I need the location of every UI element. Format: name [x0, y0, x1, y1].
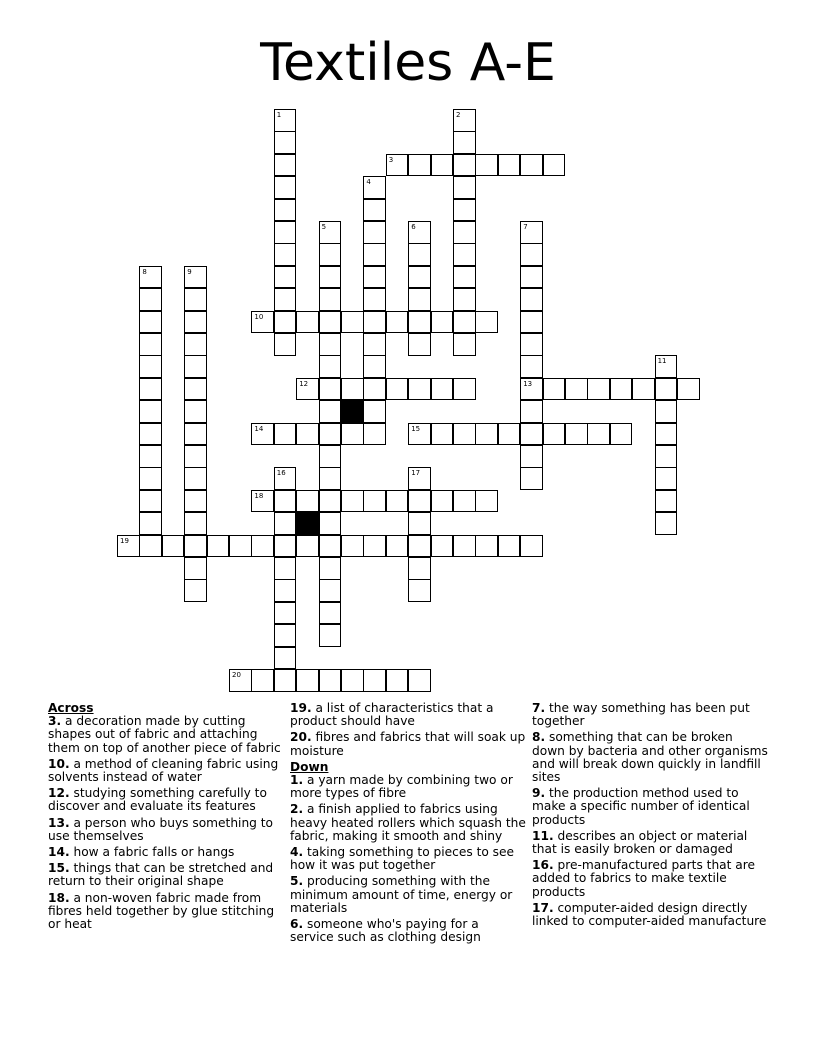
down-clue [532, 787, 768, 827]
grid-cell[interactable] [363, 400, 386, 423]
grid-cell[interactable] [655, 423, 678, 446]
down-clue [290, 803, 526, 843]
grid-cell[interactable] [274, 602, 297, 625]
grid-cell[interactable] [520, 221, 543, 244]
grid-cell[interactable] [363, 176, 386, 199]
grid-cell[interactable] [139, 400, 162, 423]
grid-cell[interactable] [543, 378, 566, 401]
clue-text: a yarn made by combining two or more types of fibre [290, 773, 513, 801]
grid-cell[interactable] [655, 490, 678, 513]
grid-cell[interactable] [408, 557, 431, 580]
grid-cell[interactable] [251, 311, 274, 334]
grid-cell[interactable] [319, 333, 342, 356]
grid-cell[interactable] [319, 624, 342, 647]
grid-cell[interactable] [274, 669, 297, 692]
grid-cell[interactable] [363, 535, 386, 558]
black-square [296, 512, 319, 535]
grid-cell[interactable] [184, 557, 207, 580]
grid-cell[interactable] [319, 579, 342, 602]
grid-cell[interactable] [274, 624, 297, 647]
grid-cell[interactable] [408, 266, 431, 289]
grid-cell[interactable] [274, 423, 297, 446]
grid-cell[interactable] [319, 535, 342, 558]
grid-cell[interactable] [139, 467, 162, 490]
grid-cell[interactable] [296, 490, 319, 513]
clue-number: 12. [48, 786, 70, 801]
grid-cell[interactable] [475, 154, 498, 177]
clue-number: 4. [290, 845, 304, 860]
grid-cell[interactable] [587, 378, 610, 401]
grid-cell[interactable] [251, 535, 274, 558]
grid-cell[interactable] [274, 490, 297, 513]
down-clue [290, 774, 526, 800]
clue-number-label: 18 [254, 491, 264, 500]
clue-text: pre-manufactured parts that are added to fabrics to make textile products [532, 858, 755, 899]
grid-cell[interactable] [274, 557, 297, 580]
grid-cell[interactable] [184, 378, 207, 401]
grid-cell[interactable] [363, 669, 386, 692]
clue-number: 20. [290, 730, 312, 745]
grid-cell[interactable] [229, 669, 252, 692]
across-clue [48, 892, 284, 932]
grid-cell[interactable] [520, 288, 543, 311]
grid-cell[interactable] [453, 199, 476, 222]
grid-cell[interactable] [274, 266, 297, 289]
grid-cell[interactable] [341, 311, 364, 334]
grid-cell[interactable] [251, 669, 274, 692]
grid-cell[interactable] [453, 333, 476, 356]
clue-number-label: 11 [657, 357, 667, 366]
grid-cell[interactable] [386, 378, 409, 401]
grid-cell[interactable] [610, 378, 633, 401]
grid-cell[interactable] [363, 378, 386, 401]
grid-cell[interactable] [386, 490, 409, 513]
grid-cell[interactable] [655, 378, 678, 401]
grid-cell[interactable] [274, 467, 297, 490]
clue-number-label: 4 [366, 178, 371, 187]
grid-cell[interactable] [655, 400, 678, 423]
grid-cell[interactable] [341, 535, 364, 558]
grid-cell[interactable] [453, 109, 476, 132]
grid-cell[interactable] [520, 400, 543, 423]
clue-number: 3. [48, 714, 62, 729]
clue-text: computer-aided design directly linked to computer-aided manufacture [532, 900, 767, 929]
grid-cell[interactable] [431, 378, 454, 401]
grid-cell[interactable] [139, 535, 162, 558]
grid-cell[interactable] [274, 579, 297, 602]
grid-cell[interactable] [363, 266, 386, 289]
grid-cell[interactable] [319, 288, 342, 311]
grid-cell[interactable] [363, 199, 386, 222]
grid-cell[interactable] [431, 490, 454, 513]
clue-number: 18. [48, 890, 70, 905]
grid-cell[interactable] [408, 311, 431, 334]
clue-text: how a fabric falls or hangs [69, 845, 235, 860]
grid-cell[interactable] [431, 311, 454, 334]
clue-text: something that can be broken down by bacteria and other organisms and will break down quickly in landfill sites [532, 730, 768, 785]
grid-cell[interactable] [475, 490, 498, 513]
grid-cell[interactable] [408, 669, 431, 692]
grid-cell[interactable] [274, 109, 297, 132]
grid-cell[interactable] [610, 423, 633, 446]
grid-cell[interactable] [274, 535, 297, 558]
clue-column-2 [290, 702, 526, 947]
clue-number: 17. [532, 900, 554, 915]
across-clue [48, 817, 284, 843]
grid-cell[interactable] [565, 423, 588, 446]
down-heading: Down [290, 759, 329, 774]
grid-cell[interactable] [453, 490, 476, 513]
clue-text: a method of cleaning fabric using solvents instead of water [48, 756, 279, 785]
clue-text: fibres and fabrics that will soak up moisture [290, 730, 526, 758]
grid-cell[interactable] [184, 467, 207, 490]
clue-number: 7. [532, 701, 546, 715]
grid-cell[interactable] [319, 400, 342, 423]
clue-number: 5. [290, 874, 304, 889]
grid-cell[interactable] [543, 423, 566, 446]
grid-cell[interactable] [655, 467, 678, 490]
grid-cell[interactable] [274, 176, 297, 199]
grid-cell[interactable] [453, 154, 476, 177]
grid-cell[interactable] [341, 378, 364, 401]
grid-cell[interactable] [319, 512, 342, 535]
clue-column-1 [48, 702, 284, 934]
grid-cell[interactable] [139, 333, 162, 356]
across-clue [48, 862, 284, 888]
grid-cell[interactable] [453, 311, 476, 334]
clue-number-label: 17 [411, 469, 421, 478]
grid-cell[interactable] [431, 535, 454, 558]
clue-text: producing something with the minimum amount of time, energy or materials [290, 874, 513, 915]
grid-cell[interactable] [632, 378, 655, 401]
across-clue [290, 702, 526, 728]
grid-cell[interactable] [184, 355, 207, 378]
grid-cell[interactable] [431, 154, 454, 177]
down-clue [532, 859, 768, 899]
grid-cell[interactable] [363, 311, 386, 334]
clue-number: 14. [48, 845, 70, 860]
grid-cell[interactable] [319, 467, 342, 490]
clue-text: studying something carefully to discover and evaluate its features [48, 786, 267, 814]
grid-cell[interactable] [139, 423, 162, 446]
grid-cell[interactable] [319, 602, 342, 625]
grid-cell[interactable] [408, 535, 431, 558]
grid-cell[interactable] [408, 243, 431, 266]
grid-cell[interactable] [274, 221, 297, 244]
grid-cell[interactable] [453, 288, 476, 311]
grid-cell[interactable] [363, 243, 386, 266]
grid-cell[interactable] [453, 131, 476, 154]
grid-cell[interactable] [184, 445, 207, 468]
grid-cell[interactable] [139, 378, 162, 401]
grid-cell[interactable] [520, 266, 543, 289]
grid-cell[interactable] [251, 490, 274, 513]
black-square [341, 400, 364, 423]
clue-number-label: 9 [187, 267, 192, 276]
grid-cell[interactable] [386, 154, 409, 177]
clue-text: taking something to pieces to see how it was put together [290, 845, 515, 873]
grid-cell[interactable] [431, 423, 454, 446]
grid-cell[interactable] [408, 154, 431, 177]
clue-number-label: 13 [523, 379, 533, 388]
grid-cell[interactable] [363, 423, 386, 446]
across-heading: Across [48, 701, 94, 715]
clue-text: the production method used to make a specific number of identical products [532, 786, 750, 827]
clue-number: 11. [532, 828, 554, 843]
grid-cell[interactable] [319, 445, 342, 468]
clue-number: 8. [532, 730, 546, 745]
clue-number-label: 2 [456, 111, 461, 119]
grid-cell[interactable] [520, 467, 543, 490]
grid-cell[interactable] [386, 535, 409, 558]
grid-cell[interactable] [319, 490, 342, 513]
clue-text: a finish applied to fabrics using heavy heated rollers which squash the fabric, making it smooth and shiny [290, 802, 526, 843]
grid-cell[interactable] [363, 221, 386, 244]
grid-cell[interactable] [520, 445, 543, 468]
grid-cell[interactable] [162, 535, 185, 558]
grid-cell[interactable] [565, 378, 588, 401]
clue-text: a person who buys something to use themselves [48, 815, 274, 843]
grid-cell[interactable] [296, 669, 319, 692]
clue-number-label: 3 [388, 155, 394, 164]
grid-cell[interactable] [520, 535, 543, 558]
grid-cell[interactable] [274, 311, 297, 334]
grid-cell[interactable] [453, 423, 476, 446]
clue-number: 2. [290, 802, 304, 817]
clue-number: 13. [48, 815, 70, 830]
grid-cell[interactable] [274, 512, 297, 535]
grid-cell[interactable] [408, 579, 431, 602]
grid-cell[interactable] [184, 311, 207, 334]
grid-cell[interactable] [274, 333, 297, 356]
grid-cell[interactable] [543, 154, 566, 177]
grid-cell[interactable] [363, 288, 386, 311]
down-clue [532, 902, 768, 928]
grid-cell[interactable] [184, 400, 207, 423]
clue-text: someone who's paying for a service such as clothing design [290, 917, 481, 945]
clue-number: 16. [532, 858, 554, 873]
clue-text: a list of characteristics that a product should have [290, 701, 494, 729]
clue-number: 1. [290, 773, 304, 788]
clue-number-label: 15 [411, 424, 421, 433]
across-clue [48, 846, 284, 859]
grid-cell[interactable] [207, 535, 230, 558]
grid-cell[interactable] [139, 266, 162, 289]
down-clue [290, 846, 526, 872]
grid-cell[interactable] [296, 378, 319, 401]
page-title: Textiles A-E [260, 33, 556, 93]
grid-cell[interactable] [139, 445, 162, 468]
grid-cell[interactable] [274, 243, 297, 266]
across-clue [48, 715, 284, 755]
grid-cell[interactable] [251, 423, 274, 446]
grid-cell[interactable] [498, 423, 521, 446]
grid-cell[interactable] [184, 490, 207, 513]
clue-number-label: 16 [276, 469, 286, 478]
grid-cell[interactable] [139, 490, 162, 513]
grid-cell[interactable] [184, 266, 207, 289]
grid-cell[interactable] [274, 131, 297, 154]
grid-cell[interactable] [184, 579, 207, 602]
grid-cell[interactable] [520, 423, 543, 446]
grid-cell[interactable] [184, 333, 207, 356]
across-clue [290, 731, 526, 757]
clue-number: 10. [48, 756, 70, 771]
grid-cell[interactable] [296, 535, 319, 558]
grid-cell[interactable] [520, 311, 543, 334]
grid-cell[interactable] [229, 535, 252, 558]
clue-number-label: 20 [232, 671, 241, 679]
grid-cell[interactable] [408, 490, 431, 513]
across-clue [48, 787, 284, 813]
clue-text: a decoration made by cutting shapes out of fabric and attaching them on top of another piece of fabric [48, 714, 281, 755]
grid-cell[interactable] [319, 423, 342, 446]
grid-cell[interactable] [139, 355, 162, 378]
grid-cell[interactable] [139, 288, 162, 311]
grid-cell[interactable] [319, 243, 342, 266]
grid-cell[interactable] [319, 378, 342, 401]
grid-cell[interactable] [408, 288, 431, 311]
across-clue [48, 758, 284, 784]
grid-cell[interactable] [117, 535, 140, 558]
grid-cell[interactable] [498, 535, 521, 558]
grid-cell[interactable] [475, 311, 498, 334]
grid-cell[interactable] [520, 355, 543, 378]
grid-cell[interactable] [453, 243, 476, 266]
clue-number-label: 10 [254, 312, 264, 321]
grid-cell[interactable] [319, 311, 342, 334]
grid-cell[interactable] [655, 355, 678, 378]
grid-cell[interactable] [319, 557, 342, 580]
grid-cell[interactable] [408, 467, 431, 490]
down-clue [532, 731, 768, 784]
grid-cell[interactable] [341, 490, 364, 513]
grid-cell[interactable] [453, 535, 476, 558]
grid-cell[interactable] [274, 288, 297, 311]
grid-cell[interactable] [655, 445, 678, 468]
grid-cell[interactable] [453, 378, 476, 401]
grid-cell[interactable] [363, 355, 386, 378]
grid-cell[interactable] [453, 221, 476, 244]
grid-cell[interactable] [520, 333, 543, 356]
grid-cell[interactable] [408, 378, 431, 401]
grid-cell[interactable] [453, 266, 476, 289]
grid-cell[interactable] [296, 311, 319, 334]
down-clue [290, 918, 526, 944]
clue-number-label: 8 [142, 267, 147, 276]
clue-number: 6. [290, 917, 304, 932]
grid-cell[interactable] [386, 311, 409, 334]
down-clue [532, 702, 768, 728]
grid-cell[interactable] [184, 423, 207, 446]
clue-column-3 [532, 702, 768, 931]
grid-cell[interactable] [296, 423, 319, 446]
grid-cell[interactable] [475, 535, 498, 558]
grid-cell[interactable] [139, 311, 162, 334]
down-clue [290, 875, 526, 915]
clue-number-label: 6 [411, 223, 416, 231]
grid-cell[interactable] [520, 243, 543, 266]
grid-cell[interactable] [655, 512, 678, 535]
clue-number: 15. [48, 861, 70, 876]
grid-cell[interactable] [498, 154, 521, 177]
grid-cell[interactable] [319, 221, 342, 244]
grid-cell[interactable] [319, 355, 342, 378]
grid-cell[interactable] [453, 176, 476, 199]
grid-cell[interactable] [520, 378, 543, 401]
grid-cell[interactable] [341, 669, 364, 692]
grid-cell[interactable] [319, 266, 342, 289]
clue-text: describes an object or material that is easily broken or damaged [532, 828, 748, 857]
grid-cell[interactable] [184, 535, 207, 558]
clue-number-label: 7 [523, 223, 528, 231]
grid-cell[interactable] [184, 512, 207, 535]
grid-cell[interactable] [520, 154, 543, 177]
grid-cell[interactable] [587, 423, 610, 446]
clue-text: things that can be stretched and return to their original shape [48, 861, 274, 889]
clue-number-label: 19 [120, 536, 129, 545]
grid-cell[interactable] [475, 423, 498, 446]
clue-number-label: 14 [254, 424, 264, 433]
grid-cell[interactable] [408, 221, 431, 244]
grid-cell[interactable] [274, 647, 297, 670]
clue-number-label: 1 [276, 111, 282, 119]
grid-cell[interactable] [363, 490, 386, 513]
clue-text: the way something has been put together [532, 701, 750, 729]
clue-number-label: 12 [299, 379, 309, 388]
grid-cell[interactable] [677, 378, 700, 401]
grid-cell[interactable] [408, 423, 431, 446]
grid-cell[interactable] [341, 423, 364, 446]
grid-cell[interactable] [274, 199, 297, 222]
clue-number-label: 5 [321, 223, 327, 231]
grid-cell[interactable] [363, 333, 386, 356]
down-clue [532, 830, 768, 856]
grid-cell[interactable] [139, 512, 162, 535]
grid-cell[interactable] [386, 669, 409, 692]
grid-cell[interactable] [184, 288, 207, 311]
grid-cell[interactable] [319, 669, 342, 692]
grid-cell[interactable] [408, 512, 431, 535]
clue-number: 19. [290, 701, 312, 715]
clue-text: a non-woven fabric made from fibres held together by glue stitching or heat [48, 890, 275, 932]
clue-number: 9. [532, 786, 546, 801]
grid-cell[interactable] [274, 154, 297, 177]
grid-cell[interactable] [408, 333, 431, 356]
